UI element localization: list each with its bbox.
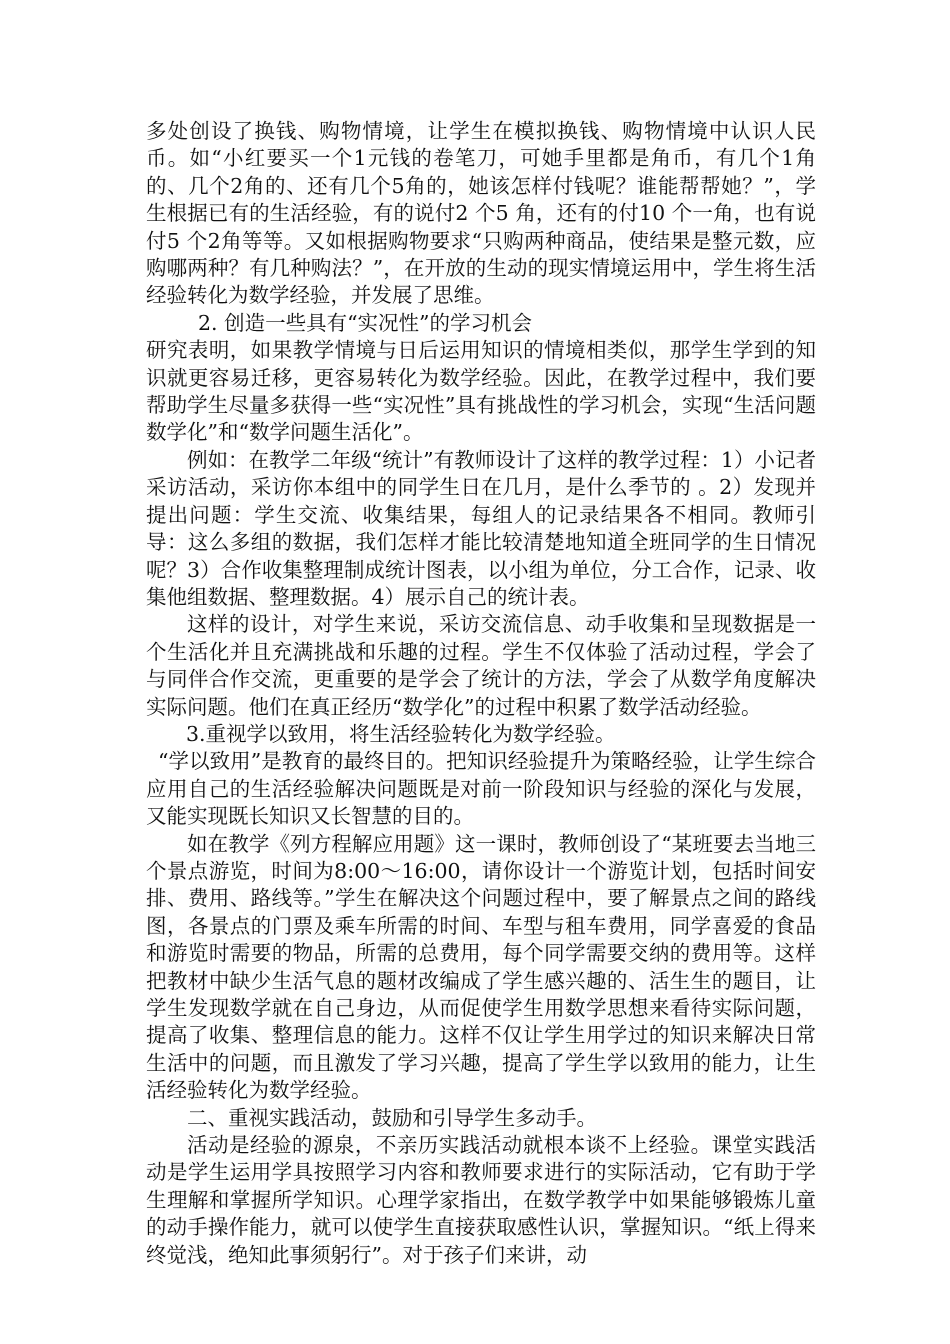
section-heading-2: 2. 创造一些具有“实况性”的学习机会 (198, 310, 533, 335)
paragraph-intro: 多处创设了换钱、购物情境，让学生在模拟换钱、购物情境中认识人民币。如“小红要买一个1元钱的卷笔刀，可她手里都是角币，有几个1角的、几个2角的、还有几个5角的，她该怎样付钱呢？谁能帮帮她？”，学生根据已有的生活经验，有的说付2 个5 角，还有的付10 个一角，也有说付5 个2角等等。又如根据购物要求“只购两种商品，使结果是整元数，应购哪两种？有几种购法？”，在开放的生动的现实情境运用中，学生将生活经验转化为数学经验，并发展了思维。 (146, 119, 816, 308)
paragraph-apply-learning: “学以致用”是教育的最终目的。把知识经验提升为策略经验，让学生综合应用自己的生活经验解决问题既是对前一阶段知识与经验的深化与发展，又能实现既长知识又长智慧的目的。 (146, 749, 816, 829)
paragraph-statistics-example: 例如：在教学二年级“统计”有教师设计了这样的教学过程：1）小记者采访活动，采访你本组中的同学生日在几月，是什么季节的 。2）发现并提出问题：学生交流、收集结果，每组人的记录结果各不相同。教师引导：这么多组的数据，我们怎样才能比较清楚地知道全班同学的生日情况呢？3）合作收集整理制成统计图表，以小组为单位，分工合作，记录、收集他组数据、整理数据。4）展示自己的统计表。 (146, 447, 816, 609)
section-heading-3: 3.重视学以致用，将生活经验转化为数学经验。 (186, 721, 616, 746)
paragraph-practice-activities: 活动是经验的源泉，不亲历实践活动就根本谈不上经验。课堂实践活动是学生运用学具按照学习内容和教师要求进行的实际活动，它有助于学生理解和掌握所学知识。心理学家指出，在数学教学中如果能够锻炼儿童的动手操作能力，就可以使学生直接获取感性认识，掌握知识。“纸上得来终觉浅，绝知此事须躬行”。对于孩子们来讲，动 (146, 1133, 816, 1267)
section-heading-two: 二、重视实践活动，鼓励和引导学生多动手。 (187, 1105, 597, 1130)
document-body (146, 118, 816, 1269)
paragraph-research: 研究表明，如果教学情境与日后运用知识的情境相类似，那学生学到的知识就更容易迁移，更容易转化为数学经验。因此，在教学过程中，我们要帮助学生尽量多获得一些“实况性”具有挑战性的学习机会，实现“生活问题数学化”和“数学问题生活化”。 (146, 338, 816, 445)
paragraph-equation-example: 如在教学《列方程解应用题》这一课时，教师创设了“某班要去当地三个景点游览，时间为8:00～16:00，请你设计一个游览计划，包括时间安排、费用、路线等。”学生在解决这个问题过程中，要了解景点之间的路线图，各景点的门票及乘车所需的时间、车型与租车费用，同学喜爱的食品和游览时需要的物品，所需的总费用，每个同学需要交纳的费用等。这样把教材中缺少生活气息的题材改编成了学生感兴趣的、活生生的题目，让学生发现数学就在自己身边，从而促使学生用数学思想来看待实际问题，提高了收集、整理信息的能力。这样不仅让学生用学过的知识来解决日常生活中的问题，而且激发了学习兴趣，提高了学生学以致用的能力，让生活经验转化为数学经验。 (146, 831, 816, 1103)
paragraph-design-summary: 这样的设计，对学生来说，采访交流信息、动手收集和呈现数据是一个生活化并且充满挑战和乐趣的过程。学生不仅体验了活动过程，学会了与同伴合作交流，更重要的是学会了统计的方法，学会了从数学角度解决实际问题。他们在真正经历“数学化”的过程中积累了数学活动经验。 (146, 612, 816, 719)
